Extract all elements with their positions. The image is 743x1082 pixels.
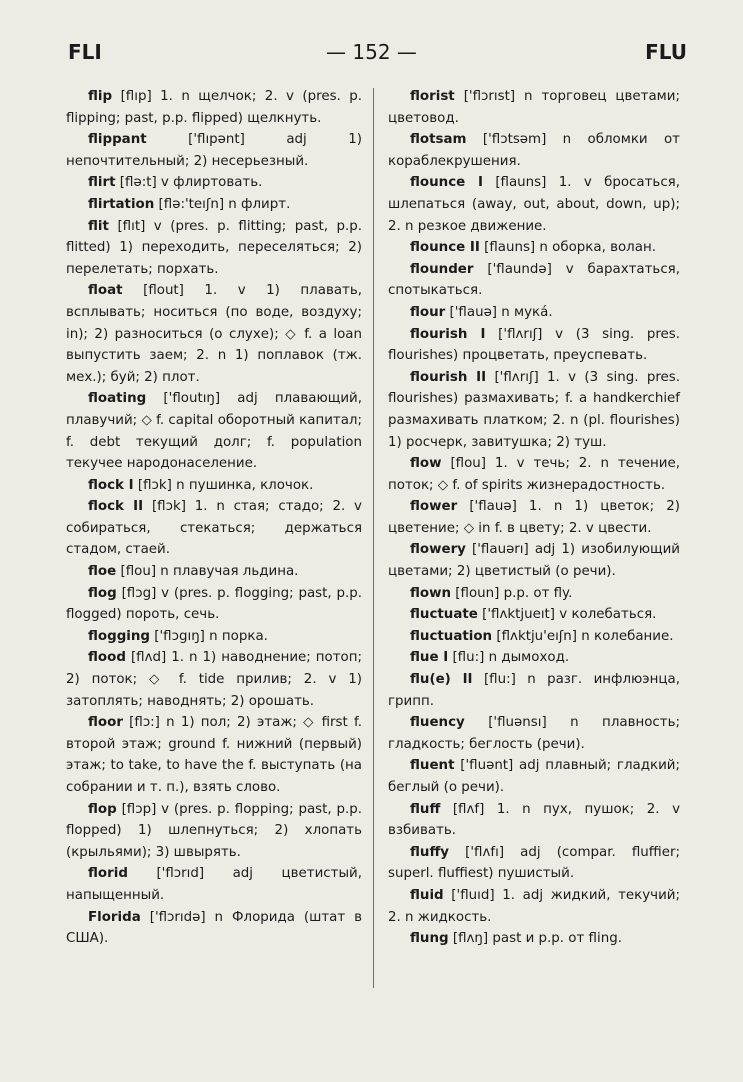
headword: flourish I bbox=[410, 326, 486, 342]
entry-definition: [flʌd] 1. n 1) наводнение; потоп; 2) поток; ◇ f. tide прилив; 2. v 1) затоплять; наводнять; 2) орошать. bbox=[66, 650, 362, 709]
dictionary-entry bbox=[388, 799, 680, 842]
header-right-guideword: FLU bbox=[645, 40, 687, 64]
entry-definition: [flıp] 1. n щелчок; 2. v (pres. p. flipping; past, p.p. flipped) щелкнуть. bbox=[66, 89, 362, 126]
dictionary-entry bbox=[388, 237, 680, 259]
dictionary-entry bbox=[388, 712, 680, 755]
entry-definition: ['fluıd] 1. adj жидкий, текучий; 2. n жидкость. bbox=[388, 887, 680, 925]
headword: flourish II bbox=[410, 369, 487, 385]
dictionary-entry bbox=[66, 626, 362, 648]
headword: flog bbox=[88, 585, 117, 601]
entry-definition: ['flauə] n мука́. bbox=[449, 304, 553, 320]
entry-definition: [flu:] n разг. инфлюэнца, грипп. bbox=[388, 672, 680, 709]
dictionary-entry bbox=[388, 539, 680, 582]
dictionary-entry bbox=[66, 799, 362, 864]
headword: fluid bbox=[410, 887, 444, 903]
entry-definition: ['flaundə] v барахтаться, спотыкаться. bbox=[388, 261, 680, 299]
dictionary-entry bbox=[66, 863, 362, 906]
entry-definition: [flɔg] v (pres. p. flogging; past, p.p. flogged) пороть, сечь. bbox=[66, 585, 362, 623]
entry-definition: [flıt] v (pres. p. flitting; past, p.p. flitted) 1) переходить, переселяться; 2) перелетать; порхать. bbox=[66, 218, 362, 277]
entry-definition: [flu:] n дымоход. bbox=[452, 650, 570, 666]
entry-definition: ['flɔgıŋ] n порка. bbox=[154, 628, 268, 644]
dictionary-entry bbox=[66, 475, 362, 497]
headword: flit bbox=[88, 218, 109, 234]
left-column bbox=[66, 86, 362, 950]
headword: flu(e) II bbox=[410, 672, 473, 688]
dictionary-entry bbox=[388, 324, 680, 367]
entry-definition: ['flauərı] adj 1) изобилующий цветами; 2) цветистый (о речи). bbox=[388, 542, 680, 580]
entry-definition: ['fluənsı] n плавность; гладкость; беглость (речи). bbox=[388, 715, 680, 752]
headword: flour bbox=[410, 304, 446, 320]
dictionary-entry bbox=[66, 583, 362, 626]
dictionary-entry bbox=[66, 129, 362, 172]
dictionary-entry bbox=[388, 172, 680, 237]
dictionary-entry bbox=[388, 928, 680, 950]
headword: float bbox=[88, 283, 123, 299]
headword: flower bbox=[410, 499, 458, 515]
headword: fluctuate bbox=[410, 607, 478, 623]
header-left-guideword: FLI bbox=[68, 40, 102, 64]
dictionary-entry bbox=[66, 216, 362, 281]
entry-definition: ['flɔrıd] adj цветистый, напыщенный. bbox=[66, 866, 362, 903]
headword: flock II bbox=[88, 499, 144, 515]
dictionary-entry bbox=[388, 755, 680, 798]
dictionary-entry bbox=[66, 712, 362, 798]
column-divider bbox=[373, 88, 374, 988]
dictionary-entry bbox=[388, 885, 680, 928]
dictionary-entry bbox=[66, 907, 362, 950]
entry-definition: [flɔp] v (pres. p. flopping; past, p.p. flopped) 1) шлепнуться; 2) хлопать (крыльями); 3) швырять. bbox=[66, 801, 362, 860]
entry-definition: [flʌf] 1. n пух, пушок; 2. v взбивать. bbox=[388, 801, 680, 839]
headword: flop bbox=[88, 801, 117, 817]
entry-definition: ['floutıŋ] adj плавающий, плавучий; ◇ f. capital оборотный капитал; f. debt текущий долг; f. population текучее народонаселение. bbox=[66, 391, 362, 472]
entry-definition: [flɔk] 1. n стая; стадо; 2. v собираться, стекаться; держаться стадом, стаей. bbox=[66, 499, 362, 558]
dictionary-entry bbox=[66, 496, 362, 561]
entry-definition: ['flʌfı] adj (compar. fluffier; superl. fluffiest) пушистый. bbox=[388, 844, 680, 882]
entry-definition: ['flauə] 1. n 1) цветок; 2) цветение; ◇ in f. в цвету; 2. v цвести. bbox=[388, 499, 680, 536]
headword: flogging bbox=[88, 628, 151, 644]
dictionary-entry bbox=[388, 842, 680, 885]
dictionary-entry bbox=[66, 86, 362, 129]
entry-definition: [flʌktju'eıʃn] n колебание. bbox=[496, 628, 674, 644]
entry-definition: ['flʌrıʃ] 1. v (3 sing. pres. flourishes) размахивать; f. a handkerchief размахивать платком; 2. n (pl. flourishes) 1) росчерк, завитушка; 2) туш. bbox=[388, 369, 681, 450]
entry-definition: [flauns] 1. v бросаться, шлепаться (away, out, about, down, up); 2. n резкое движение. bbox=[388, 175, 680, 234]
entry-definition: ['flʌktjueıt] v колебаться. bbox=[482, 607, 657, 623]
headword: flood bbox=[88, 650, 126, 666]
dictionary-entry bbox=[66, 647, 362, 712]
headword: flotsam bbox=[410, 132, 467, 148]
headword: flowery bbox=[410, 542, 466, 558]
entry-definition: ['fluənt] adj плавный; гладкий; беглый (о речи). bbox=[388, 758, 680, 795]
headword: fluency bbox=[410, 715, 465, 731]
dictionary-entry bbox=[388, 367, 680, 453]
headword: flung bbox=[410, 931, 449, 947]
entry-definition: [flʌŋ] past и p.p. от fling. bbox=[452, 931, 622, 947]
headword: fluff bbox=[410, 801, 441, 817]
dictionary-entry bbox=[388, 302, 680, 324]
entry-definition: [floun] p.p. от fly. bbox=[455, 585, 573, 601]
headword: flippant bbox=[88, 132, 147, 148]
headword: floor bbox=[88, 715, 123, 731]
headword: flounce II bbox=[410, 240, 480, 256]
entry-definition: ['flʌrıʃ] v (3 sing. pres. flourishes) процветать, преуспевать. bbox=[388, 326, 681, 364]
dictionary-entry bbox=[388, 496, 680, 539]
headword: flirtation bbox=[88, 196, 155, 212]
headword: florid bbox=[88, 866, 128, 882]
dictionary-entry bbox=[66, 561, 362, 583]
dictionary-entry bbox=[388, 453, 680, 496]
headword: flirt bbox=[88, 175, 116, 191]
headword: fluctuation bbox=[410, 628, 493, 644]
headword: fluent bbox=[410, 758, 455, 774]
headword: flock I bbox=[88, 477, 134, 493]
entry-definition: [flə:t] v флиртовать. bbox=[119, 175, 263, 191]
dictionary-entry bbox=[388, 626, 680, 648]
dictionary-entry bbox=[388, 129, 680, 172]
dictionary-entry bbox=[388, 604, 680, 626]
headword: florist bbox=[410, 89, 455, 104]
headword: floating bbox=[88, 391, 147, 407]
entry-definition: [flɔ:] n 1) пол; 2) этаж; ◇ first f. второй этаж; ground f. нижний (первый) этаж; to take, to have the f. выступать (на собрании и т. п.), взять слово. bbox=[66, 715, 362, 795]
headword: fluffy bbox=[410, 844, 450, 860]
headword: flounder bbox=[410, 261, 474, 277]
dictionary-entry bbox=[388, 669, 680, 712]
headword: floe bbox=[88, 564, 117, 580]
dictionary-entry bbox=[388, 583, 680, 605]
dictionary-entry bbox=[66, 172, 362, 194]
dictionary-entry bbox=[388, 86, 680, 129]
headword: flip bbox=[88, 89, 113, 104]
entry-definition: [flou] 1. v течь; 2. n течение, поток; ◇ f. of spirits жизнерадостность. bbox=[388, 456, 681, 493]
entry-definition: [flɔk] n пушинка, клочок. bbox=[137, 477, 314, 493]
page-header bbox=[0, 40, 743, 70]
headword: Florida bbox=[88, 909, 141, 925]
headword: flown bbox=[410, 585, 452, 601]
page-number: — 152 — bbox=[326, 40, 417, 64]
headword: flounce I bbox=[410, 175, 483, 191]
entry-definition: [flou] n плавучая льдина. bbox=[120, 564, 299, 580]
entry-definition: ['flɔrıst] n торговец цветами; цветовод. bbox=[388, 89, 680, 126]
dictionary-entry bbox=[388, 259, 680, 302]
entry-definition: [flauns] n оборка, волан. bbox=[484, 240, 656, 256]
headword: flow bbox=[410, 456, 442, 472]
dictionary-entry bbox=[66, 388, 362, 474]
dictionary-entry bbox=[66, 280, 362, 388]
entry-definition: ['flɔtsəm] n обломки от кораблекрушения. bbox=[388, 132, 680, 169]
entry-definition: ['flıpənt] adj 1) непочтительный; 2) несерьезный. bbox=[66, 132, 362, 169]
headword: flue I bbox=[410, 650, 449, 666]
right-column bbox=[388, 86, 680, 950]
dictionary-entry bbox=[66, 194, 362, 216]
entry-definition: [flə:'teıʃn] n флирт. bbox=[158, 196, 291, 212]
dictionary-entry bbox=[388, 647, 680, 669]
entry-definition: ['flɔrıdə] n Флорида (штат в США). bbox=[66, 909, 362, 947]
entry-definition: [flout] 1. v 1) плавать, всплывать; носиться (по воде, воздуху; in); 2) разноситься (о слухе); ◇ f. a loan выпустить заем; 2. n 1) поплавок (тж. мех.); буй; 2) плот. bbox=[66, 283, 362, 385]
